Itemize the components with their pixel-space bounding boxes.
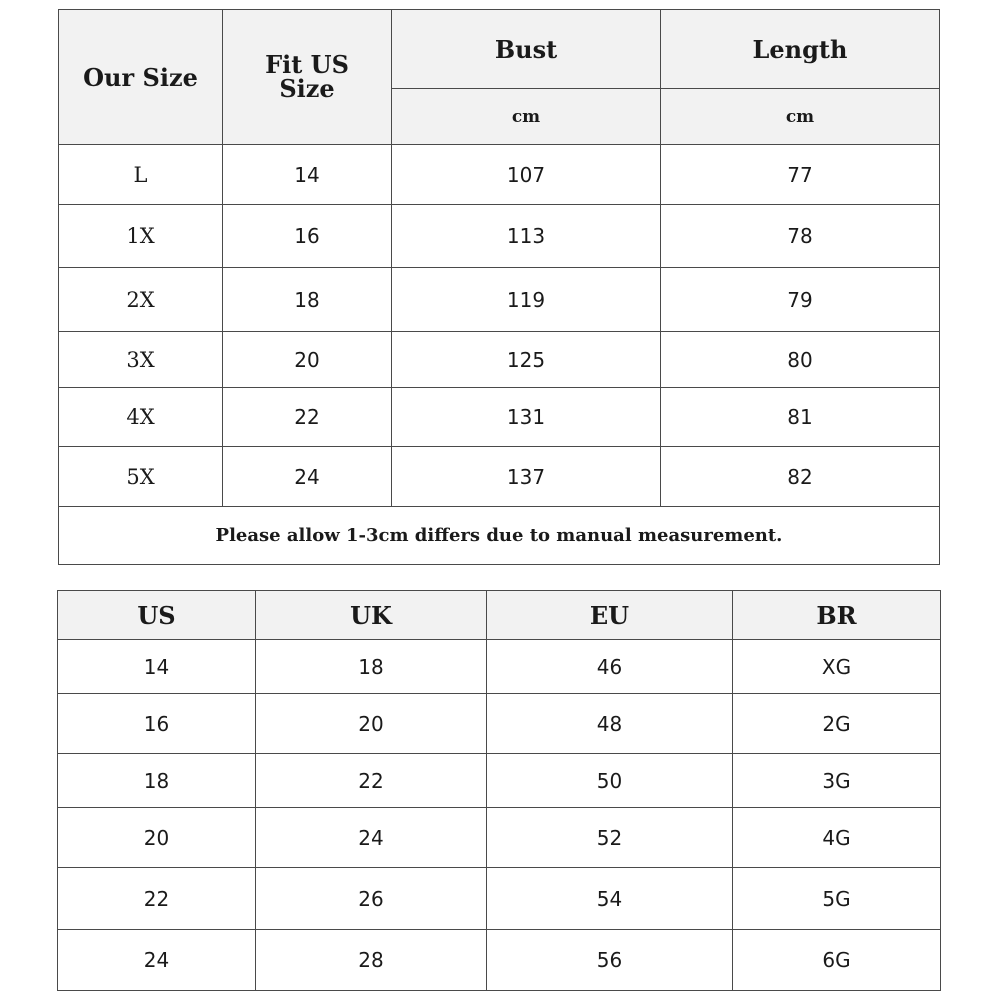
fit-us-size-header [223,10,392,145]
length-cell: 77 [661,145,940,205]
size-chart-table [58,9,940,565]
fit-us-cell: 14 [223,145,392,205]
our-size-cell: 5X [59,447,223,507]
br-cell: 4G [733,808,941,868]
table-row [58,868,941,930]
br-cell: XG [733,640,941,694]
bust-header: Bust [392,10,661,89]
fit-us-cell: 20 [223,332,392,388]
uk-cell: 20 [256,694,487,754]
uk-cell: 18 [256,640,487,694]
bust-cell: 137 [392,447,661,507]
uk-header: UK [256,591,487,640]
length-cell: 82 [661,447,940,507]
bust-cell: 113 [392,205,661,268]
table-row [59,205,940,268]
fit-us-cell: 22 [223,388,392,447]
bust-cell: 119 [392,268,661,332]
length-cell: 81 [661,388,940,447]
eu-header: EU [487,591,733,640]
eu-cell: 48 [487,694,733,754]
uk-cell: 26 [256,868,487,930]
bust-cell: 125 [392,332,661,388]
us-cell: 22 [58,868,256,930]
our-size-cell: 3X [59,332,223,388]
fit-us-cell: 16 [223,205,392,268]
our-size-cell: 1X [59,205,223,268]
table-row [58,930,941,991]
our-size-cell: 4X [59,388,223,447]
table-row [59,268,940,332]
eu-cell: 56 [487,930,733,991]
eu-cell: 52 [487,808,733,868]
table-row [58,694,941,754]
table-row [58,754,941,808]
uk-cell: 22 [256,754,487,808]
eu-cell: 54 [487,868,733,930]
table-row [59,332,940,388]
bust-cell: 107 [392,145,661,205]
us-cell: 16 [58,694,256,754]
br-cell: 3G [733,754,941,808]
br-header: BR [733,591,941,640]
length-cell: 80 [661,332,940,388]
bust-cell: 131 [392,388,661,447]
br-cell: 5G [733,868,941,930]
length-cell: 78 [661,205,940,268]
bust-unit: cm [392,89,661,145]
us-cell: 24 [58,930,256,991]
eu-cell: 50 [487,754,733,808]
table-row [59,388,940,447]
fit-us-size-header-line2: Size [279,74,335,103]
our-size-cell: 2X [59,268,223,332]
table-row [58,808,941,868]
our-size-cell: L [59,145,223,205]
length-unit: cm [661,89,940,145]
us-header: US [58,591,256,640]
length-header: Length [661,10,940,89]
table-row [59,145,940,205]
uk-cell: 28 [256,930,487,991]
table-row [58,640,941,694]
br-cell: 2G [733,694,941,754]
our-size-header: Our Size [59,10,223,145]
eu-cell: 46 [487,640,733,694]
length-cell: 79 [661,268,940,332]
us-cell: 20 [58,808,256,868]
uk-cell: 24 [256,808,487,868]
fit-us-cell: 24 [223,447,392,507]
size-conversion-table [57,590,941,991]
us-cell: 18 [58,754,256,808]
fit-us-size-header-line1: Fit US [265,50,349,79]
table-row [59,447,940,507]
measurement-note: Please allow 1-3cm differs due to manual measurement. [59,507,940,565]
fit-us-cell: 18 [223,268,392,332]
br-cell: 6G [733,930,941,991]
us-cell: 14 [58,640,256,694]
